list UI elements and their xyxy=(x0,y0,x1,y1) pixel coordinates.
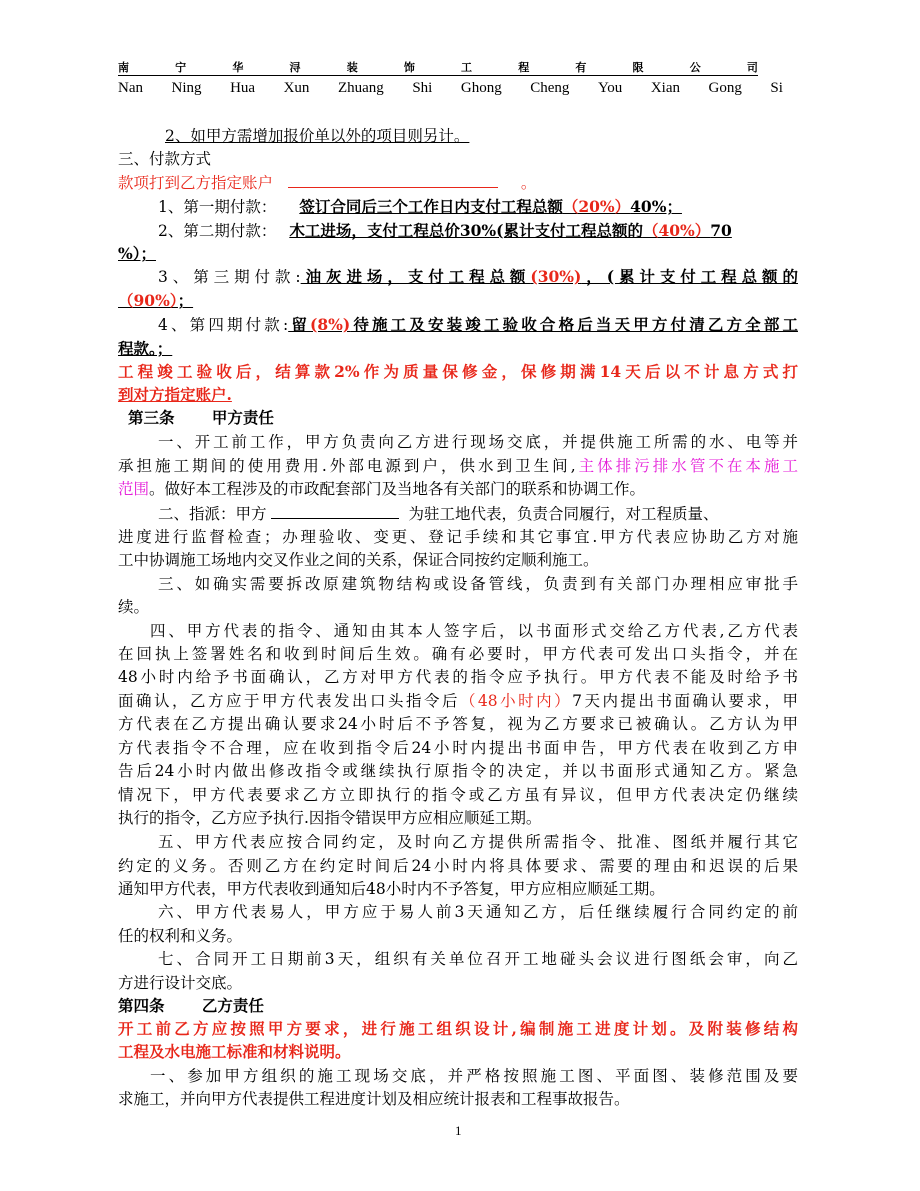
b0-line-2: 工程及水电施工标准和材料说明。 xyxy=(118,1042,351,1061)
header-pinyin: Ghong xyxy=(460,80,502,96)
a3-line-1: 三、如确实需要拆改原建筑物结构或设备管线，负责到有关部门办理相应审批手 xyxy=(158,575,798,593)
payment-4 xyxy=(158,314,798,336)
b0-line-1: 开工前乙方应按照甲方要求，进行施工组织设计,编制施工进度计划。及附装修结构 xyxy=(118,1019,798,1038)
header-pinyin: You xyxy=(597,80,623,96)
payment-4-terms: 留(8%)待施工及安装竣工验收合格后当天甲方付清乙方全部工 xyxy=(288,315,798,334)
warranty-line-1: 工程竣工验收后，结算款2%作为质量保修金，保修期满14天后以不计息方式打 xyxy=(118,362,798,381)
a1-pink-note: 主体排污排水管不在本施工 xyxy=(575,457,798,475)
payment-3-cont: （90%）； xyxy=(118,291,194,310)
a6-line-2: 任的权利和义务。 xyxy=(118,927,243,945)
a4-line-3: 48小时内给予书面确认，乙方对甲方代表的指令应予执行。甲方代表不能及时给予书 xyxy=(118,668,798,686)
article-4-heading xyxy=(118,995,264,1017)
header-pinyin: Hua xyxy=(230,80,256,96)
payment-2-label: 2、第二期付款： xyxy=(158,222,277,240)
payment-1-label: 1、第一期付款： xyxy=(158,198,277,216)
header-pinyin: Xian xyxy=(650,80,680,96)
payment-3-label: 3、第三期付款: xyxy=(158,268,301,286)
article-3-title: 甲方责任 xyxy=(211,408,274,427)
a2-line-3: 工中协调施工场地内交叉作业之间的关系，保证合同按约定顺利施工。 xyxy=(118,551,599,569)
a4-line-9: 执行的指令，乙方应予执行.因指令错误甲方应相应顺延工期。 xyxy=(118,809,542,827)
warranty-line-2: 到对方指定账户. xyxy=(118,385,232,404)
account-text: 款项打到乙方指定账户 xyxy=(118,174,274,192)
header-pinyin: Si xyxy=(770,80,783,96)
a5-line-1: 五、甲方代表应按合同约定，及时向乙方提供所需指令、批准、图纸并履行其它 xyxy=(158,833,798,851)
a2-line-1: 二、指派：甲方 为驻工地代表，负责合同履行，对工程质量、 xyxy=(158,502,719,525)
article-4-title: 乙方责任 xyxy=(201,996,264,1015)
a3-line-2: 续。 xyxy=(118,598,150,616)
header-char: 宁 xyxy=(175,61,187,74)
b1-line-1: 一、参加甲方组织的施工现场交底，并严格按照施工图、平面图、装修范围及要 xyxy=(150,1067,798,1085)
header-pinyin: Ning xyxy=(171,80,202,96)
extra-items-text: 2、如甲方需增加报价单以外的项目则另计。 xyxy=(165,127,470,145)
a4-red-note: （48小时内） xyxy=(459,692,573,710)
a7-line-2: 方进行设计交底。 xyxy=(118,974,243,992)
payment-3 xyxy=(158,266,798,288)
extra-items-line xyxy=(165,125,469,147)
header-char: 装 xyxy=(346,61,358,74)
article-3-heading xyxy=(128,407,274,429)
a1-line-2: 承担施工期间的使用费用.外部电源到户，供水到卫生间,主体排污排水管不在本施工 xyxy=(118,457,798,475)
payment-4-cont: 程款。； xyxy=(118,339,173,358)
a4-line-4: 面确认，乙方应于甲方代表发出口头指令后（48小时内）7天内提出书面确认要求，甲 xyxy=(118,692,798,710)
header-pinyin: Gong xyxy=(708,80,742,96)
payment-2 xyxy=(158,220,732,242)
a1-line-1: 一、开工前工作，甲方负责向乙方进行现场交底，并提供施工所需的水、电等并 xyxy=(158,433,798,451)
payment-1-terms: 签订合同后三个工作日内支付工程总额（20%）40%； xyxy=(299,197,682,216)
page-number: 1 xyxy=(455,1123,462,1138)
header-char: 工 xyxy=(461,61,473,74)
company-pinyin-header xyxy=(118,80,783,97)
a5-line-3: 通知甲方代表，甲方代表收到通知后48小时内不予答复，甲方应相应顺延工期。 xyxy=(118,880,665,898)
payment-1 xyxy=(158,196,682,218)
a4-line-6: 方代表指令不合理，应在收到指令后24小时内提出书面申告，甲方代表在收到乙方申 xyxy=(118,739,798,757)
payment-4-label: 4、第四期付款: xyxy=(158,316,289,334)
header-char: 程 xyxy=(518,61,530,74)
a5-line-2: 约定的义务。否则乙方在约定时间后24小时内将具体要求、需要的理由和迟误的后果 xyxy=(118,857,798,875)
account-blank xyxy=(288,171,498,188)
account-line xyxy=(118,171,536,194)
header-char: 限 xyxy=(632,61,644,74)
header-rule xyxy=(118,75,758,76)
payment-section-heading: 三、付款方式 xyxy=(118,150,212,168)
header-pinyin: Shi xyxy=(412,80,433,96)
header-char: 浔 xyxy=(289,61,301,74)
a7-line-1: 七、合同开工日期前3天，组织有关单位召开工地碰头会议进行图纸会审，向乙 xyxy=(158,950,798,968)
a4-line-1: 四、甲方代表的指令、通知由其本人签字后，以书面形式交给乙方代表,乙方代表 xyxy=(150,622,798,640)
header-char: 有 xyxy=(575,61,587,74)
a2-line-2: 进度进行监督检查；办理验收、变更、登记手续和其它事宜.甲方代表应协助乙方对施 xyxy=(118,528,798,546)
payment-3-terms: 油灰进场，支付工程总额(30%)，(累计支付工程总额的 xyxy=(300,267,798,286)
representative-blank xyxy=(271,502,399,519)
header-pinyin: Zhuang xyxy=(337,80,384,96)
header-pinyin: Nan xyxy=(118,80,143,96)
header-char: 华 xyxy=(232,61,244,74)
a4-line-8: 情况下，甲方代表要求乙方立即执行的指令或乙方虽有异议，但甲方代表决定仍继续 xyxy=(118,786,798,804)
header-char: 南 xyxy=(118,61,129,74)
a6-line-1: 六、甲方代表易人，甲方应于易人前3天通知乙方，后任继续履行合同约定的前 xyxy=(158,903,798,921)
header-pinyin: Xun xyxy=(283,80,310,96)
article-3-number: 第三条 xyxy=(128,408,175,427)
payment-2-cont: %）； xyxy=(118,244,156,263)
account-end: 。 xyxy=(520,174,537,192)
a1-line-3: 范围。做好本工程涉及的市政配套部门及当地各有关部门的联系和协调工作。 xyxy=(118,480,646,498)
b1-line-2: 求施工，并向甲方代表提供工程进度计划及相应统计报表和工程事故报告。 xyxy=(118,1090,630,1108)
header-pinyin: Cheng xyxy=(530,80,570,96)
header-char: 公 xyxy=(689,61,701,74)
payment-2-terms: 木工进场，支付工程总价30%(累计支付工程总额的（40%）70 xyxy=(289,221,732,240)
header-char: 饰 xyxy=(403,61,415,74)
a4-line-2: 在回执上签署姓名和收到时间后生效。确有必要时，甲方代表可发出口头指令，并在 xyxy=(118,645,798,663)
a4-line-7: 告后24小时内做出修改指令或继续执行原指令的决定，并以书面形式通知乙方。紧急 xyxy=(118,762,798,780)
company-name-header xyxy=(118,59,758,75)
header-char: 司 xyxy=(746,61,758,74)
a4-line-5: 方代表在乙方提出确认要求24小时后不予答复，视为乙方要求已被确认。乙方认为甲 xyxy=(118,715,798,733)
article-4-number: 第四条 xyxy=(118,996,165,1015)
